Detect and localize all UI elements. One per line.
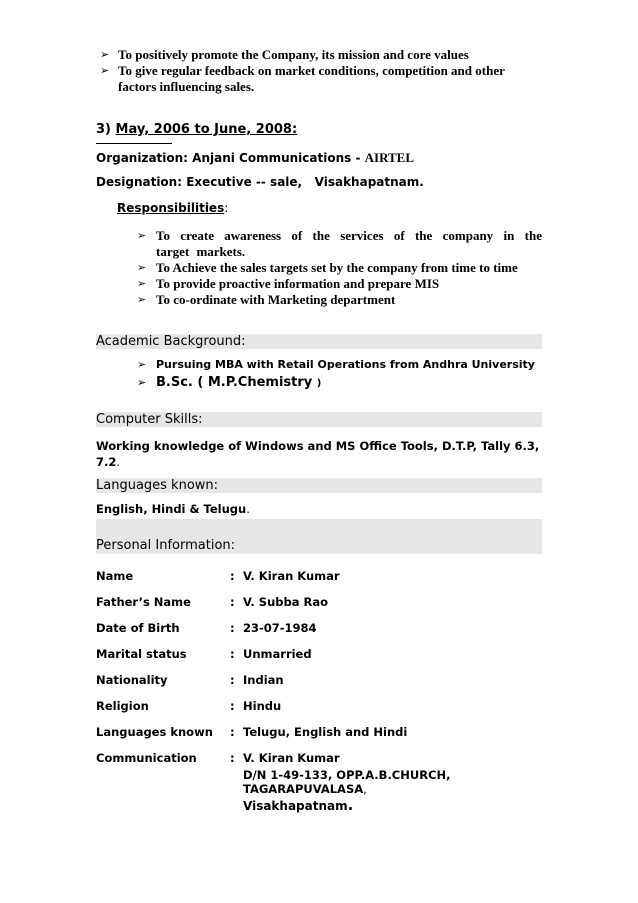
- info-value: Hindu: [243, 699, 282, 713]
- languages-value: English, Hindi & Telugu: [96, 502, 247, 516]
- list-item: [137, 357, 535, 373]
- info-value: V. Kiran Kumar: [243, 751, 340, 765]
- info-colon: :: [230, 751, 235, 765]
- communication-address: [243, 768, 451, 813]
- arrow-bullet-icon: ➢: [100, 48, 110, 61]
- academic-item: B.Sc. ( M.P.Chemistry: [156, 375, 317, 390]
- list-item: [137, 292, 542, 308]
- info-colon: :: [230, 673, 235, 687]
- bullet-text: To create awareness of the services of the company in the target markets.: [156, 228, 542, 259]
- responsibilities-list: [137, 228, 542, 308]
- bullet-text: To co-ordinate with Marketing department: [156, 292, 396, 307]
- responsibilities-colon: :: [224, 201, 229, 215]
- address-period: .: [347, 796, 354, 814]
- info-colon: :: [230, 595, 235, 609]
- job-period: May, 2006 to June, 2008:: [115, 122, 298, 137]
- academic-item: Pursuing MBA with Retail Operations from Andhra University: [156, 358, 535, 371]
- languages-end: .: [246, 502, 250, 516]
- info-label: Languages known: [96, 725, 213, 739]
- academic-section-heading: Academic Background:: [96, 334, 542, 349]
- list-item: [100, 63, 538, 95]
- info-colon: :: [230, 647, 235, 661]
- arrow-bullet-icon: ➢: [137, 277, 147, 290]
- info-label: Date of Birth: [96, 621, 180, 635]
- address-line: D/N 1-49-133, OPP.A.B.CHURCH,: [243, 768, 451, 782]
- info-value: 23-07-1984: [243, 621, 317, 635]
- organization-line: [96, 150, 414, 166]
- address-town: TAGARAPUVALASA: [243, 782, 364, 796]
- computer-skills-heading: Computer Skills:: [96, 412, 542, 427]
- promotion-bullet-list: [100, 47, 538, 95]
- responsibilities-label: Responsibilities: [117, 201, 225, 215]
- info-value: V. Subba Rao: [243, 595, 329, 609]
- designation-line: Designation: Executive -- sale, Visakhapatnam.: [96, 175, 424, 189]
- organization-brand: AIRTEL: [364, 150, 415, 165]
- info-value: Telugu, English and Hindi: [243, 725, 408, 739]
- list-item: [100, 47, 538, 63]
- info-label: Nationality: [96, 673, 168, 687]
- job-period-heading: [96, 122, 297, 137]
- list-item: [137, 373, 535, 393]
- arrow-bullet-icon: ➢: [137, 293, 147, 306]
- skills-end: .: [116, 455, 121, 469]
- languages-text: [96, 502, 250, 516]
- info-value: V. Kiran Kumar: [243, 569, 340, 583]
- arrow-bullet-icon: ➢: [100, 64, 110, 77]
- organization-label: Organization: Anjani Communications -: [96, 151, 365, 165]
- bullet-text: To provide proactive information and prepare MIS: [156, 276, 440, 291]
- info-colon: :: [230, 621, 235, 635]
- info-label: Religion: [96, 699, 149, 713]
- bullet-text: To positively promote the Company, its mission and core values: [118, 47, 469, 62]
- closing-paren: ): [316, 378, 322, 389]
- list-item: [137, 228, 542, 260]
- address-city: Visakhapatnam: [243, 799, 348, 813]
- list-item: [137, 260, 542, 276]
- list-item: [137, 276, 542, 292]
- arrow-bullet-icon: ➢: [137, 229, 147, 242]
- info-value: Unmarried: [243, 647, 312, 661]
- academic-list: [137, 357, 535, 393]
- info-colon: :: [230, 569, 235, 583]
- languages-heading: Languages known:: [96, 478, 542, 493]
- info-colon: :: [230, 699, 235, 713]
- skills-text: Working knowledge of Windows and MS Office Tools, D.T.P, Tally 6.3, 7.2: [96, 439, 540, 469]
- arrow-bullet-icon: ➢: [137, 376, 147, 389]
- info-label: Marital status: [96, 647, 187, 661]
- bullet-text: To Achieve the sales targets set by the company from time to time: [156, 260, 518, 275]
- address-line: [243, 798, 451, 813]
- computer-skills-text: [96, 438, 542, 470]
- arrow-bullet-icon: ➢: [137, 261, 147, 274]
- responsibilities-heading: [117, 201, 228, 215]
- personal-info-heading: [96, 519, 542, 554]
- divider: [96, 143, 172, 144]
- info-value: Indian: [243, 673, 284, 687]
- address-line: [243, 782, 451, 796]
- bullet-text: To give regular feedback on market conditions, competition and other factors influencing sales.: [118, 63, 505, 94]
- arrow-bullet-icon: ➢: [137, 358, 147, 371]
- job-number: 3): [96, 122, 111, 137]
- info-label: Father’s Name: [96, 595, 191, 609]
- info-label: Communication: [96, 751, 197, 765]
- address-comma: ,: [363, 782, 367, 796]
- info-label: Name: [96, 569, 134, 583]
- info-colon: :: [230, 725, 235, 739]
- personal-info-title: Personal Information:: [96, 538, 236, 553]
